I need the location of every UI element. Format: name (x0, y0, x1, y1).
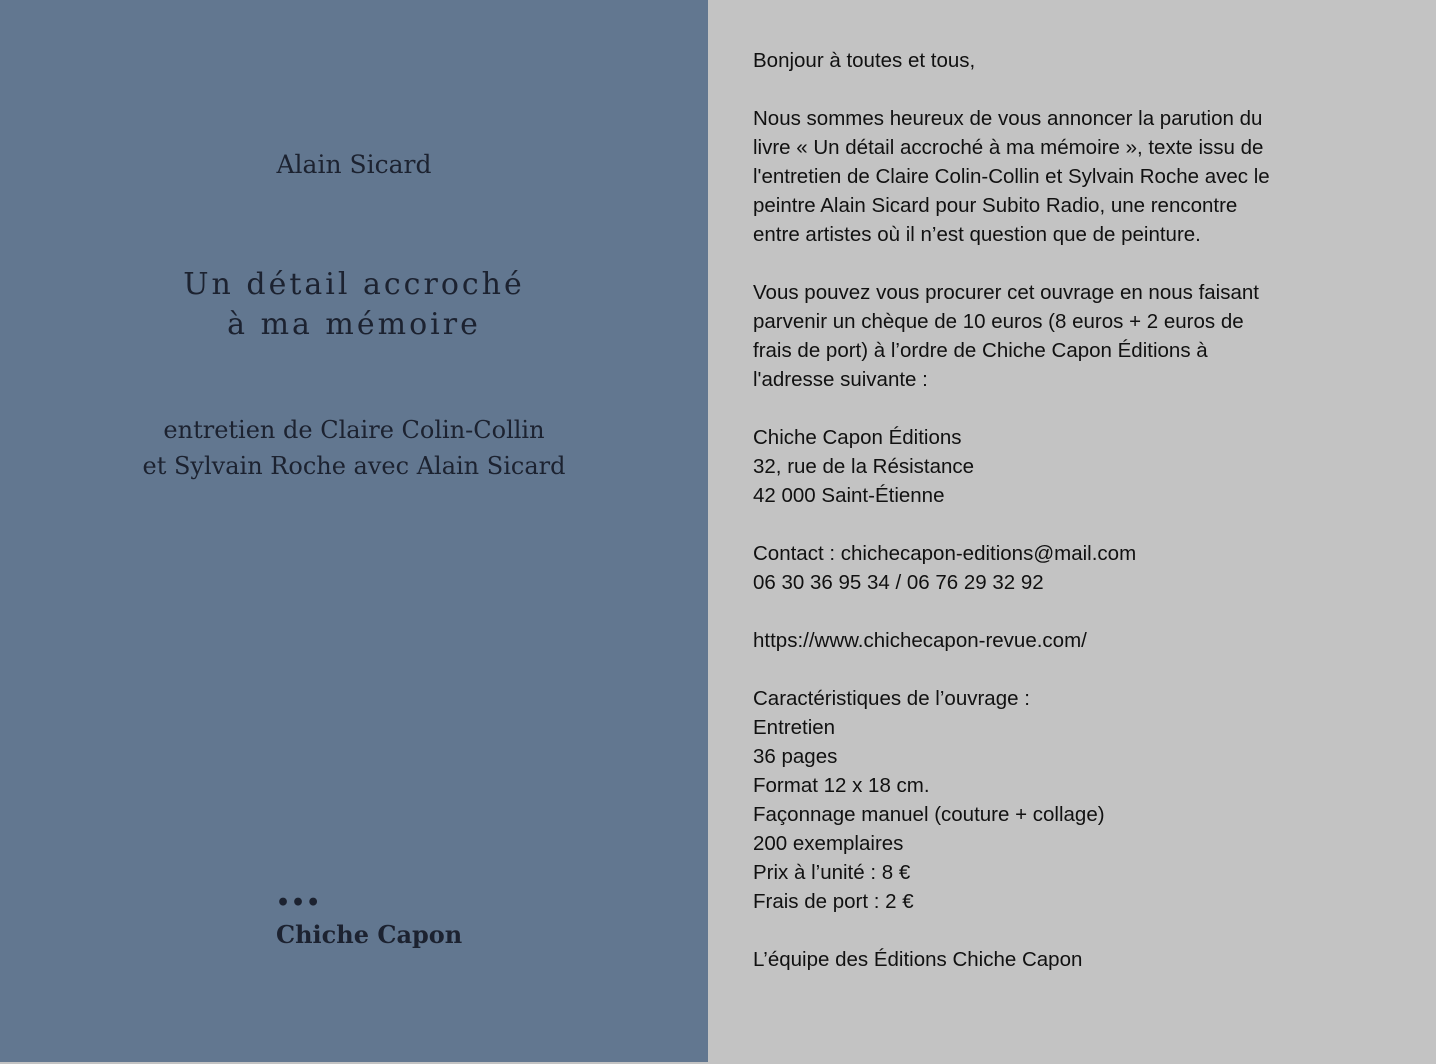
order-line: l'adresse suivante : (753, 368, 928, 391)
order-line: parvenir un chèque de 10 euros (8 euros + 2 euros de (753, 310, 1244, 333)
intro-paragraph (753, 104, 1393, 249)
address-line: Chiche Capon Éditions (753, 426, 962, 449)
cover-title-line: à ma mémoire (227, 307, 481, 342)
spec-item: 36 pages (753, 745, 838, 768)
intro-line: Nous sommes heureux de vous annoncer la parution du (753, 107, 1263, 130)
intro-line: l'entretien de Claire Colin-Collin et Sylvain Roche avec le (753, 165, 1270, 188)
specs-heading: Caractéristiques de l’ouvrage : (753, 687, 1030, 710)
signature: L’équipe des Éditions Chiche Capon (753, 948, 1083, 971)
contact-email: Contact : chichecapon-editions@mail.com (753, 542, 1137, 565)
specs-block (753, 684, 1393, 916)
spec-item: 200 exemplaires (753, 832, 904, 855)
signature-block (753, 945, 1393, 974)
cover-subtitle (0, 412, 708, 484)
address-line: 32, rue de la Résistance (753, 455, 975, 478)
postal-address (753, 423, 1393, 510)
spec-item: Frais de port : 2 € (753, 890, 914, 913)
contact-phones: 06 30 36 95 34 / 06 76 29 32 92 (753, 571, 1044, 594)
cover-subtitle-line: entretien de Claire Colin-Collin (163, 416, 545, 444)
intro-line: peintre Alain Sicard pour Subito Radio, une rencontre (753, 194, 1238, 217)
cover-publisher: Chiche Capon (276, 920, 463, 949)
publisher-dots-icon: ••• (276, 890, 322, 916)
cover-author: Alain Sicard (276, 150, 432, 179)
greeting (753, 46, 1393, 75)
intro-line: entre artistes où il n’est question que de peinture. (753, 223, 1201, 246)
website-link[interactable]: https://www.chichecapon-revue.com/ (753, 629, 1087, 652)
spec-item: Façonnage manuel (couture + collage) (753, 803, 1105, 826)
order-line: Vous pouvez vous procurer cet ouvrage en nous faisant (753, 281, 1259, 304)
greeting-line: Bonjour à toutes et tous, (753, 49, 976, 72)
order-paragraph (753, 278, 1393, 394)
spec-item: Entretien (753, 716, 836, 739)
spec-item: Prix à l’unité : 8 € (753, 861, 911, 884)
website-block (753, 626, 1393, 655)
intro-line: livre « Un détail accroché à ma mémoire », texte issu de (753, 136, 1264, 159)
cover-title (0, 265, 708, 345)
address-line: 42 000 Saint-Étienne (753, 484, 945, 507)
order-line: frais de port) à l’ordre de Chiche Capon Éditions à (753, 339, 1208, 362)
contact-block (753, 539, 1393, 597)
cover-title-line: Un détail accroché (183, 267, 525, 302)
book-cover (0, 0, 708, 1062)
spec-item: Format 12 x 18 cm. (753, 774, 930, 797)
cover-subtitle-line: et Sylvain Roche avec Alain Sicard (142, 452, 566, 480)
announcement-letter (753, 46, 1393, 1003)
